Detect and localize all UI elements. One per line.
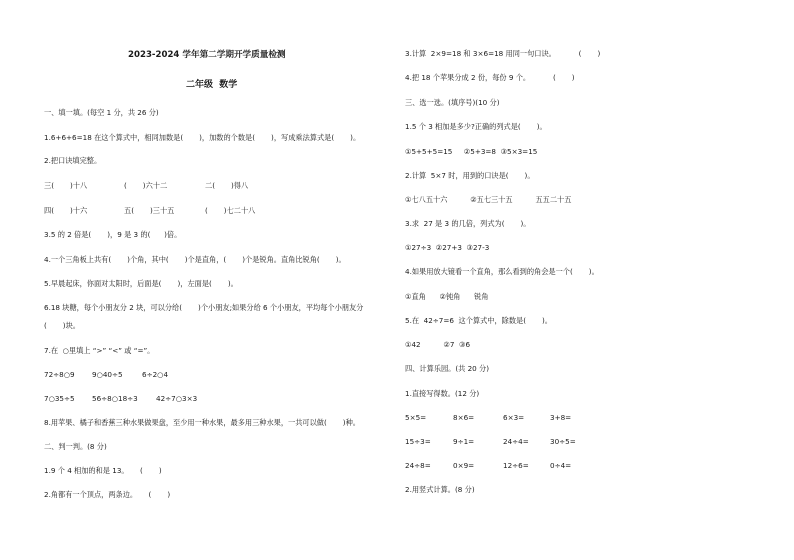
compare-item: 7○35÷5 (44, 394, 75, 403)
calc-item: 0×9= (453, 461, 475, 470)
calc-part-2-heading: 2.用竖式计算。(8 分) (405, 485, 475, 494)
question-1-5: 5.早晨起床，你面对太阳时，后面是( )，左面是( )。 (44, 279, 238, 288)
choice-5-options: ①42 ②7 ③6 (405, 340, 471, 349)
choice-4: 4.如果用放大镜看一个直角，那么看到的角会是一个( )。 (405, 267, 599, 276)
judge-3: 3.计算 2×9=18 和 3×6=18 用同一句口诀。 ( ) (405, 49, 601, 58)
question-1-8: 8.用苹果、橘子和香蕉三种水果做果盘，至少用一种水果，最多用三种水果，一共可以做( )种。 (44, 418, 360, 427)
judge-4: 4.把 18 个苹果分成 2 份，每份 9 个。 ( ) (405, 73, 575, 82)
judge-1: 1.9 个 4 相加的和是 13。 ( ) (44, 466, 162, 475)
calc-item: 12÷6= (503, 461, 529, 470)
rhyme-item: 二( )得八 (205, 181, 249, 190)
exam-title: 2023-2024 学年第二学期开学质量检测 (128, 50, 286, 60)
question-1-3: 3.5 的 2 倍是( )，9 是 3 的( )倍。 (44, 230, 182, 239)
choice-5: 5.在 42÷7=6 这个算式中，除数是( )。 (405, 316, 552, 325)
section-3-heading: 三、选一选。(填序号)(10 分) (405, 98, 500, 107)
compare-item: 42÷7○3×3 (156, 394, 198, 403)
calc-item: 8×6= (453, 413, 475, 422)
calc-item: 15÷3= (405, 437, 431, 446)
choice-1: 1.5 个 3 相加是多少?正确的列式是( )。 (405, 122, 547, 131)
question-1-1: 1.6+6+6=18 在这个算式中，相同加数是( )，加数的个数是( )，写成乘法算式是( )。 (44, 133, 361, 142)
judge-2: 2.角都有一个顶点，两条边。 ( ) (44, 490, 171, 499)
compare-item: 6÷2○4 (142, 370, 169, 379)
calc-item: 5×5= (405, 413, 427, 422)
compare-item: 72÷8○9 (44, 370, 75, 379)
section-2-heading: 二、判一判。(8 分) (44, 442, 107, 451)
rhyme-item: ( )七二十八 (205, 206, 256, 215)
calc-part-1-heading: 1.直接写得数。(12 分) (405, 389, 480, 398)
calc-item: 9÷1= (453, 437, 475, 446)
calc-item: 6×3= (503, 413, 525, 422)
question-1-2: 2.把口诀填完整。 (44, 156, 102, 165)
choice-4-options: ①直角 ②钝角 锐角 (405, 292, 489, 301)
calc-item: 24÷8= (405, 461, 431, 470)
question-1-4: 4.一个三角板上共有( )个角，其中( )个是直角，( )个是锐角。直角比锐角( )。 (44, 255, 346, 264)
section-1-heading: 一、填一填。(每空 1 分，共 26 分) (44, 108, 159, 117)
question-1-6: 6.18 块糖，每个小朋友分 2 块，可以分给( )个小朋友;如果分给 6 个小朋友，平均每个小朋友分 (44, 303, 364, 312)
rhyme-item: 三( )十八 (44, 181, 88, 190)
rhyme-item: 五( )三十五 (124, 206, 175, 215)
rhyme-item: ( )六十二 (124, 181, 168, 190)
question-1-6-continued: ( )块。 (44, 321, 80, 330)
choice-1-options: ①5+5+5=15 ②5+3=8 ③5×3=15 (405, 147, 538, 156)
rhyme-item: 四( )十六 (44, 206, 88, 215)
choice-2: 2.计算 5×7 时，用到的口诀是( )。 (405, 171, 535, 180)
calc-item: 3+8= (550, 413, 572, 422)
compare-item: 56÷8○18÷3 (92, 394, 138, 403)
question-1-7: 7.在 ○里填上 “>” “<” 或 “=”。 (44, 346, 155, 355)
choice-2-options: ①七八五十六 ②五七三十五 五五二十五 (405, 195, 572, 204)
choice-3-options: ①27÷3 ②27+3 ③27-3 (405, 243, 490, 252)
calc-item: 30÷5= (550, 437, 576, 446)
section-4-heading: 四、计算乐园。(共 20 分) (405, 364, 490, 373)
calc-item: 24÷4= (503, 437, 529, 446)
calc-item: 0÷4= (550, 461, 572, 470)
grade-subject: 二年级 数学 (186, 80, 238, 90)
choice-3: 3.求 27 是 3 的几倍，列式为( )。 (405, 219, 531, 228)
compare-item: 9○40÷5 (92, 370, 123, 379)
